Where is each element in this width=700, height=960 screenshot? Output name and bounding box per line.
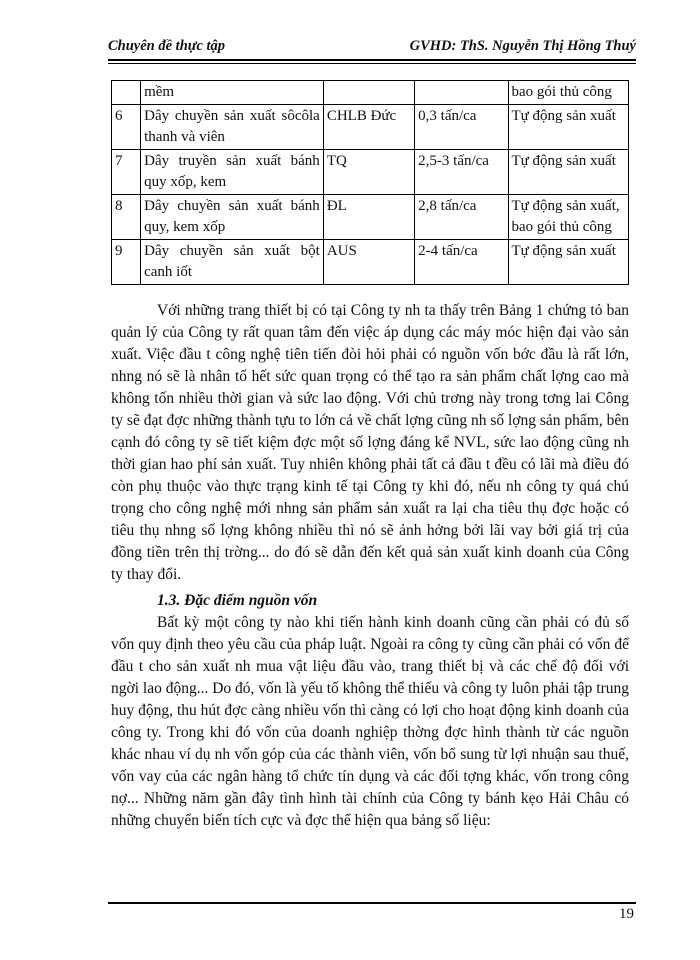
table-cell-capacity: 2,5-3 tấn/ca — [415, 150, 508, 195]
table-cell-automation: Tự động sản xuất — [508, 150, 628, 195]
paragraph-capital: Bất kỳ một công ty nào khi tiến hành kinh doanh cũng cần phải có đủ số vốn quy định theo yêu cầu của pháp luật. Ngoài ra công ty cũng cần phải có vốn để đầu t cho sản xuất nh mua vật liệu đầu vào, trang thiết bị và các chế độ đối với ngời lao động... Do đó, vốn là yếu tố không thể thiếu và công ty luôn phải tập trung huy động, thu hút đợc càng nhiều vốn thì càng có lợi cho hoạt động kinh doanh của công ty. Trong khi đó vốn của doanh nghiệp thờng đợc hình thành từ các nguồn khác nhau ví dụ nh vốn góp của các thành viên, vốn bổ sung từ lợi nhuận sau thuế, vốn vay của các ngân hàng tổ chức tín dụng và các đối tợng khác, vốn trong công nợ... Những năm gần đây tình hình tài chính của Công ty bánh kẹo Hải Châu có những chuyển biến tích cực và đợc thể hiện qua bảng số liệu: — [111, 614, 629, 829]
table-cell-capacity: 2-4 tấn/ca — [415, 240, 508, 285]
equipment-table — [111, 80, 629, 285]
footer-rule — [108, 902, 636, 904]
table-cell-capacity: 0,3 tấn/ca — [415, 105, 508, 150]
table-cell-capacity — [415, 81, 508, 105]
header-supervisor: GVHD: ThS. Nguyễn Thị Hồng Thuý — [409, 38, 636, 54]
table-cell-index: 6 — [112, 105, 141, 150]
table-cell-equipment: Dây chuyền sản xuất bột canh iốt — [141, 240, 324, 285]
table-cell-equipment: Dây chuyền sản xuất sôcôla thanh và viên — [141, 105, 324, 150]
table-cell-equipment: Dây truyền sản xuất bánh quy xốp, kem — [141, 150, 324, 195]
header-rule — [108, 59, 636, 61]
table-cell-equipment: mềm — [141, 81, 324, 105]
table-cell-index: 9 — [112, 240, 141, 285]
page-number: 19 — [619, 906, 634, 922]
header-rule-thin — [108, 63, 636, 64]
table-cell-origin: AUS — [323, 240, 414, 285]
table-cell-index — [112, 81, 141, 105]
table-row — [112, 150, 629, 195]
table-cell-origin: CHLB Đức — [323, 105, 414, 150]
table-cell-index: 8 — [112, 195, 141, 240]
header-title: Chuyên đề thực tập — [108, 38, 226, 54]
paragraph-equipment: Với những trang thiết bị có tại Công ty nh ta thấy trên Bảng 1 chứng tỏ ban quản lý của Công ty rất quan tâm đến việc áp dụng các máy móc hiện đại vào sản xuất. Việc đầu t công nghệ tiên tiến đòi hỏi phải có nguồn vốn bớc đầu là rất lớn, nhng nó sẽ là nhân tố hết sức quan trọng có thể tạo ra sản phẩm chất lợng cao mà không tốn nhiều thời gian và sức lao động. Với chủ trơng này trong tơng lai Công ty sẽ đạt đợc những thành tựu to lớn cả về chất lợng cũng nh số lợng sản phẩm, bên cạnh đó công ty sẽ tiết kiệm đợc một số lợng đáng kể NVL, sức lao động cũng nh thời gian hao phí sản xuất. Tuy nhiên không phải tất cả đầu t đều có lãi mà điều đó còn phụ thuộc vào thực trạng kinh tế tại Công ty khi đó, nếu nh công ty quá chú trọng cho công nghệ mới nhng sản phẩm sản xuất ra lại cha tiêu thụ đợc hoặc có tiêu thụ nhng số lợng không nhiều thì nó sẽ ảnh hởng bởi lãi vay bởi giá trị của đồng tiền trên thị trờng... do đó sẽ dẫn đến kết quả sản xuất kinh doanh của Công ty thay đổi. — [111, 302, 629, 583]
body-text — [111, 300, 629, 832]
table-row — [112, 240, 629, 285]
table-cell-capacity: 2,8 tấn/ca — [415, 195, 508, 240]
table-cell-origin: TQ — [323, 150, 414, 195]
table-row — [112, 81, 629, 105]
table-row — [112, 105, 629, 150]
page-header — [108, 38, 636, 60]
table-cell-origin: ĐL — [323, 195, 414, 240]
table-cell-index: 7 — [112, 150, 141, 195]
table-cell-origin — [323, 81, 414, 105]
section-heading: 1.3. Đặc điểm nguồn vốn — [157, 592, 318, 609]
table-cell-automation: bao gói thủ công — [508, 81, 628, 105]
table-row — [112, 195, 629, 240]
table-cell-automation: Tự động sản xuất — [508, 240, 628, 285]
table-cell-equipment: Dây chuyền sản xuất bánh quy, kem xốp — [141, 195, 324, 240]
table-cell-automation: Tự động sản xuất — [508, 105, 628, 150]
table-cell-automation: Tự động sản xuất, bao gói thủ công — [508, 195, 628, 240]
